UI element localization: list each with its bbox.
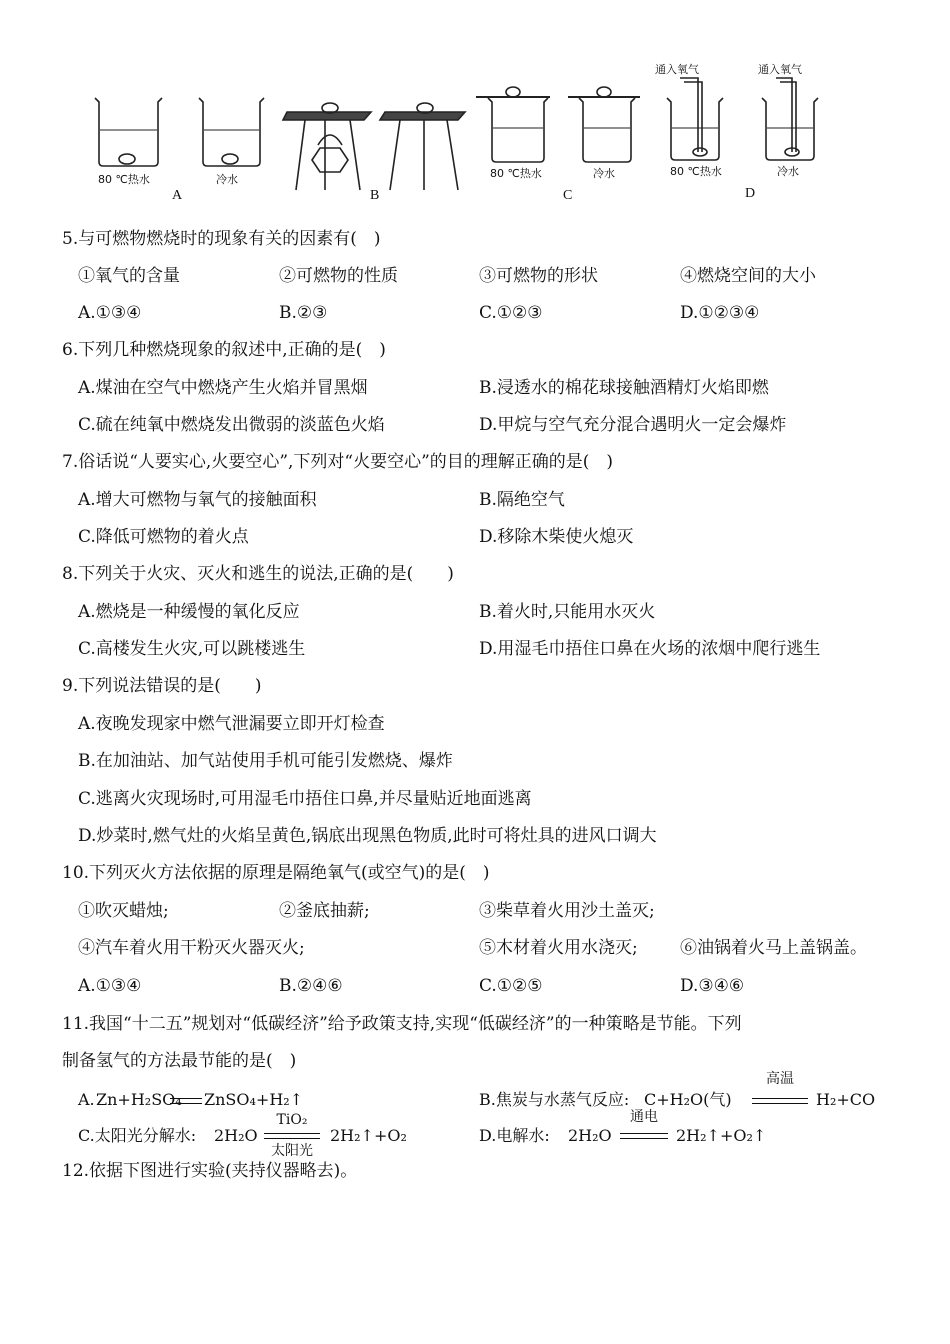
q11-d-condition: 通电 (630, 1109, 658, 1125)
q5-option-a[interactable]: A.①③④ (78, 303, 142, 323)
q11-stem-line2: 制备氢气的方法最节能的是( ) (62, 1051, 297, 1071)
q11-a-lhs: Zn+H₂SO₄ (96, 1090, 182, 1109)
q11-d-lhs: 2H₂O (568, 1126, 612, 1145)
q5-item-4: ④燃烧空间的大小 (680, 266, 816, 286)
q11-c-catalyst: TiO₂ (276, 1112, 308, 1128)
beaker-d-cold (762, 78, 818, 160)
q10-item-5: ⑤木材着火用水浇灭; (479, 938, 638, 958)
q6-option-c[interactable]: C.硫在纯氧中燃烧发出微弱的淡蓝色火焰 (78, 415, 385, 435)
q10-item-2: ②釜底抽薪; (279, 901, 370, 921)
q8-stem: 8.下列关于火灾、灭火和逃生的说法,正确的是( ) (62, 564, 454, 584)
q9-option-b[interactable]: B.在加油站、加气站使用手机可能引发燃烧、爆炸 (78, 751, 453, 771)
q8-option-a[interactable]: A.燃烧是一种缓慢的氧化反应 (78, 602, 300, 622)
q11-b-lhs: C+H₂O(气) (644, 1090, 732, 1109)
q8-option-b[interactable]: B.着火时,只能用水灭火 (479, 602, 656, 622)
q11-d-prefix: D.电解水: (479, 1126, 550, 1145)
q10-item-4: ④汽车着火用干粉灭火器灭火; (78, 938, 305, 958)
q11-b-prefix: B.焦炭与水蒸气反应: (479, 1090, 630, 1109)
q5-item-3: ③可燃物的形状 (479, 266, 598, 286)
q11-d-rhs: 2H₂↑+O₂↑ (676, 1126, 767, 1145)
figure-label-b: B (370, 188, 380, 203)
caption-hot-water-d: 80 ℃热水 (670, 165, 722, 178)
q10-option-a[interactable]: A.①③④ (78, 976, 142, 996)
q7-option-b[interactable]: B.隔绝空气 (479, 490, 565, 510)
q10-option-b[interactable]: B.②④⑥ (279, 976, 343, 996)
caption-oxygen-in-2: 通入氧气 (758, 63, 802, 76)
caption-cold-water-a: 冷水 (216, 173, 238, 186)
q10-option-c[interactable]: C.①②⑤ (479, 976, 543, 996)
beaker-d-hot (667, 78, 723, 160)
q10-item-1: ①吹灭蜡烛; (78, 901, 169, 921)
q5-option-c[interactable]: C.①②③ (479, 303, 543, 323)
q11-b-condition: 高温 (766, 1071, 794, 1087)
q8-option-c[interactable]: C.高楼发生火灾,可以跳楼逃生 (78, 639, 306, 659)
q8-option-d[interactable]: D.用湿毛巾捂住口鼻在火场的浓烟中爬行逃生 (479, 639, 821, 659)
q7-option-a[interactable]: A.增大可燃物与氧气的接触面积 (78, 490, 317, 510)
q6-option-d[interactable]: D.甲烷与空气充分混合遇明火一定会爆炸 (479, 415, 787, 435)
q10-stem: 10.下列灭火方法依据的原理是隔绝氧气(或空气)的是( ) (62, 863, 490, 883)
q11-stem-line1: 11.我国“十二五”规划对“低碳经济”给予政策支持,实现“低碳经济”的一种策略是节能。下列 (62, 1014, 742, 1034)
caption-cold-water-d: 冷水 (777, 165, 799, 178)
q11-b-rhs: H₂+CO (816, 1090, 876, 1109)
q11-a-rhs: ZnSO₄+H₂↑ (204, 1090, 304, 1109)
caption-oxygen-in-1: 通入氧气 (655, 63, 699, 76)
q11-c-equals-sign (264, 1133, 320, 1139)
q9-option-d[interactable]: D.炒菜时,燃气灶的火焰呈黄色,锅底出现黑色物质,此时可将灶具的进风口调大 (78, 826, 657, 846)
q5-option-b[interactable]: B.②③ (279, 303, 328, 323)
q6-option-a[interactable]: A.煤油在空气中燃烧产生火焰并冒黑烟 (78, 378, 368, 398)
q7-stem: 7.俗话说“人要实心,火要空心”,下列对“火要空心”的目的理解正确的是( ) (62, 452, 614, 472)
q12-stem: 12.依据下图进行实验(夹持仪器略去)。 (62, 1161, 358, 1181)
caption-cold-water-c: 冷水 (593, 167, 615, 180)
q5-option-d[interactable]: D.①②③④ (680, 303, 760, 323)
q11-a-equals-sign (170, 1098, 202, 1104)
q6-stem: 6.下列几种燃烧现象的叙述中,正确的是( ) (62, 340, 386, 360)
tripod-b-plain (380, 103, 465, 190)
figure-label-c: C (563, 188, 573, 203)
q6-option-b[interactable]: B.浸透水的棉花球接触酒精灯火焰即燃 (479, 378, 769, 398)
beaker-c-cold (568, 87, 640, 162)
q10-item-6: ⑥油锅着火马上盖锅盖。 (680, 938, 867, 958)
q11-d-equals-sign (620, 1133, 668, 1139)
q11-c-lhs: 2H₂O (214, 1126, 258, 1145)
q9-stem: 9.下列说法错误的是( ) (62, 676, 262, 696)
caption-hot-water-a: 80 ℃热水 (98, 173, 150, 186)
q9-option-a[interactable]: A.夜晚发现家中燃气泄漏要立即开灯检查 (78, 714, 385, 734)
figure-label-a: A (172, 188, 183, 203)
beaker-a-hot (95, 98, 162, 166)
q7-option-d[interactable]: D.移除木柴使火熄灭 (479, 527, 634, 547)
figure-label-d: D (745, 186, 756, 201)
q11-c-condition: 太阳光 (271, 1143, 313, 1159)
q5-item-2: ②可燃物的性质 (279, 266, 398, 286)
q10-item-3: ③柴草着火用沙土盖灭; (479, 901, 655, 921)
q10-option-d[interactable]: D.③④⑥ (680, 976, 745, 996)
beaker-a-cold (199, 98, 264, 166)
q7-option-c[interactable]: C.降低可燃物的着火点 (78, 527, 249, 547)
tripod-b-burner (283, 103, 371, 190)
q9-option-c[interactable]: C.逃离火灾现场时,可用湿毛巾捂住口鼻,并尽量贴近地面逃离 (78, 789, 532, 809)
q11-c-prefix: C.太阳光分解水: (78, 1126, 197, 1145)
caption-hot-water-c: 80 ℃热水 (490, 167, 542, 180)
q11-c-rhs: 2H₂↑+O₂ (330, 1126, 407, 1145)
q5-stem: 5.与可燃物燃烧时的现象有关的因素有( ) (62, 229, 381, 249)
q11-b-equals-sign (752, 1098, 808, 1104)
q11-a-prefix: A. (78, 1090, 95, 1109)
beaker-c-hot (476, 87, 550, 162)
q5-item-1: ①氧气的含量 (78, 266, 180, 286)
